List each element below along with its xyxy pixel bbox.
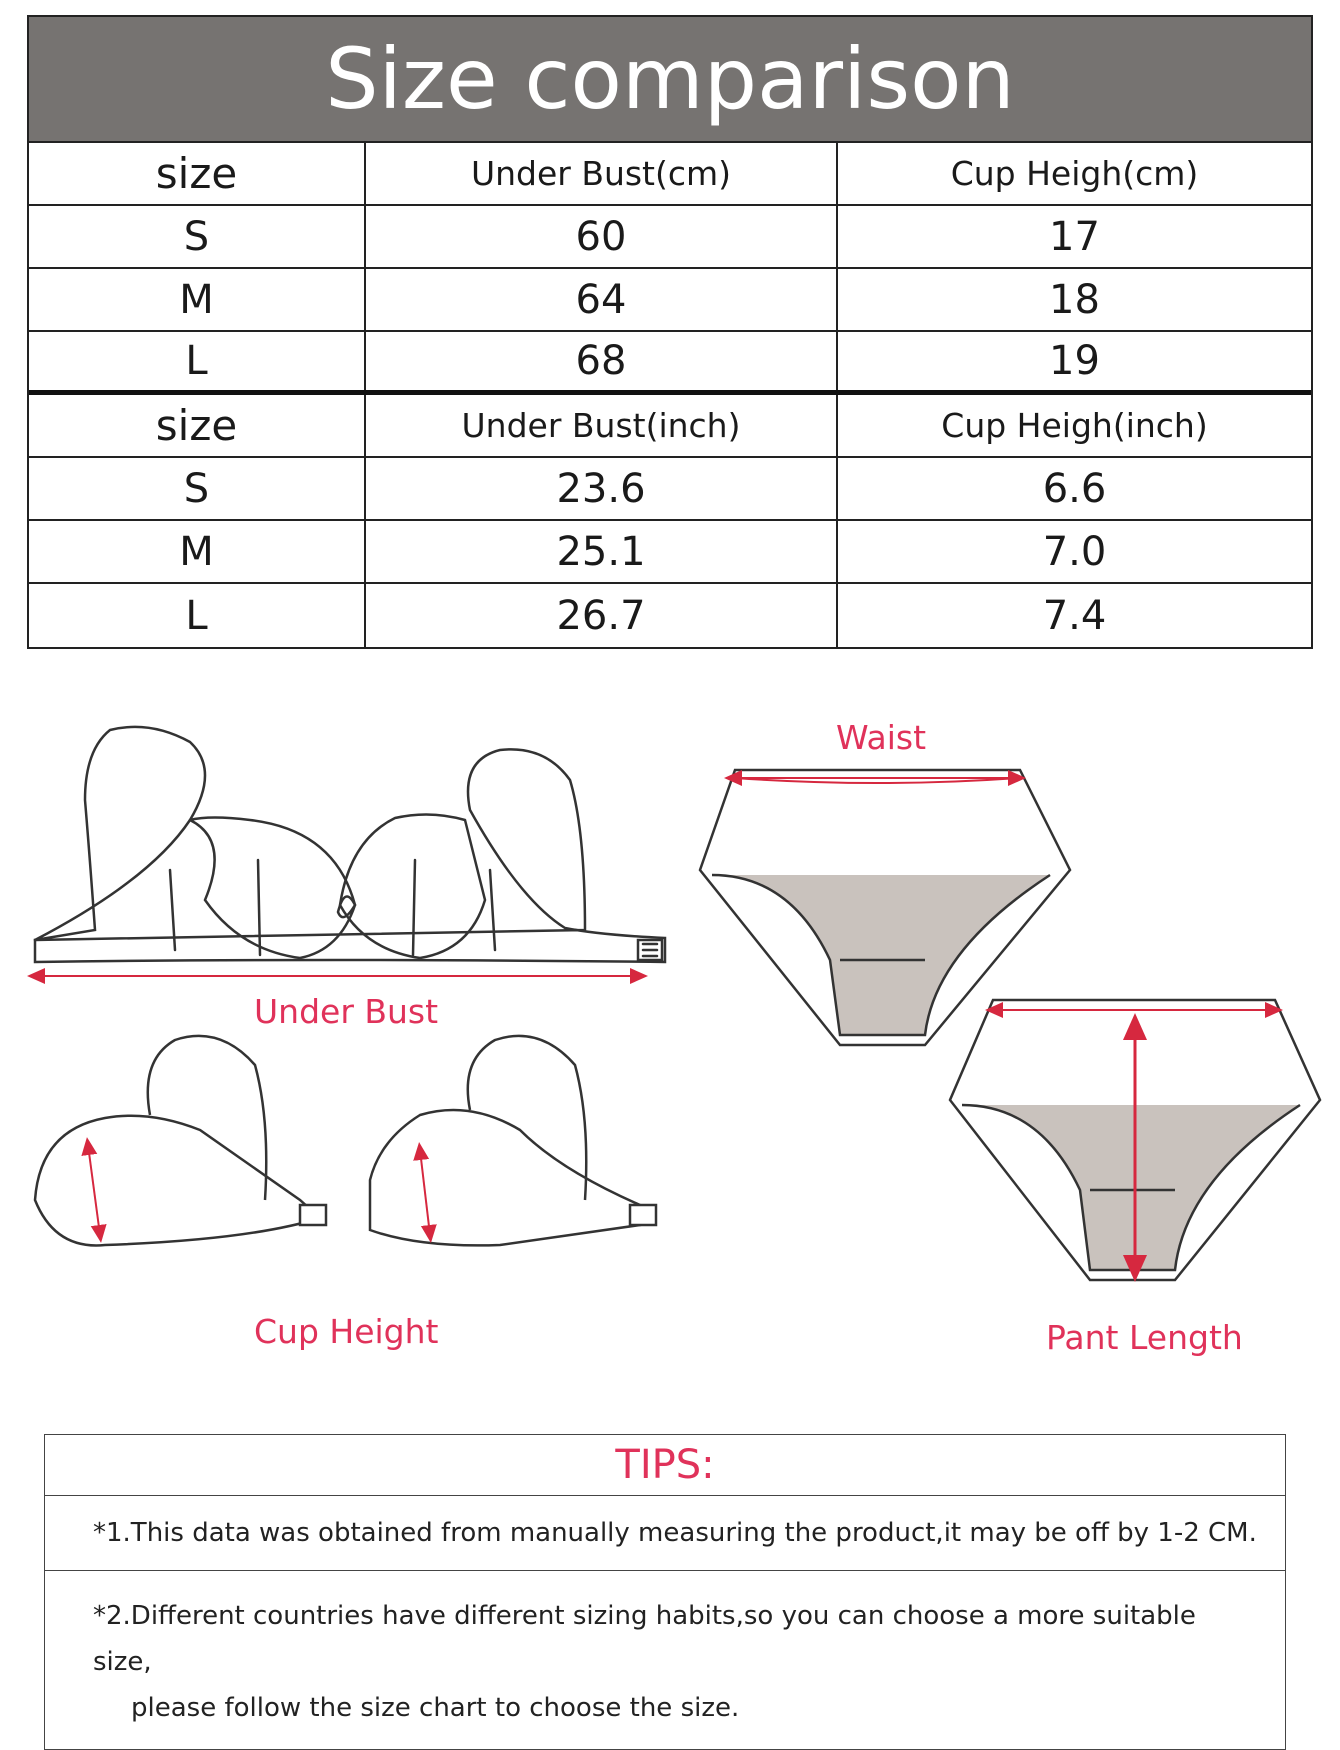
table-row — [29, 332, 1311, 395]
size-cell: L — [29, 584, 366, 647]
waist-label: Waist — [836, 718, 927, 757]
header-size: size — [29, 143, 366, 204]
under-bust-cell: 64 — [366, 269, 838, 330]
size-cell: M — [29, 269, 366, 330]
table-row — [29, 521, 1311, 584]
table-row — [29, 206, 1311, 269]
bra-side-illustration-right — [370, 1036, 656, 1246]
cup-height-cell: 7.0 — [1042, 528, 1107, 575]
under-bust-cell: 60 — [366, 206, 838, 267]
tips-title: TIPS: — [45, 1435, 1285, 1496]
bra-front-illustration — [35, 727, 665, 976]
header-size: size — [29, 395, 366, 456]
under-bust-cell: 23.6 — [366, 458, 838, 519]
tip-text: *1.This data was obtained from manually measuring the product,it may be off by 1-2 CM. — [93, 1518, 1257, 1548]
garment-illustrations — [0, 700, 1340, 1380]
table-row — [29, 458, 1311, 521]
under-bust-label: Under Bust — [254, 992, 439, 1031]
tip-text: *2.Different countries have different sizing habits,so you can choose a more suitable size, — [93, 1601, 1196, 1677]
tips-box — [44, 1434, 1286, 1750]
panties-illustration-length — [950, 1000, 1320, 1280]
size-cell: S — [29, 458, 366, 519]
size-cell: M — [29, 521, 366, 582]
table-header-row-cm — [29, 143, 1311, 206]
size-cell: S — [29, 206, 366, 267]
cup-height-label: Cup Height — [254, 1312, 439, 1351]
cup-height-cell: 17 — [1049, 213, 1100, 260]
header-under-bust-inch: Under Bust(inch) — [366, 395, 838, 456]
cup-height-cell: 19 — [1049, 338, 1100, 384]
table-row — [29, 584, 1311, 647]
table-row — [29, 269, 1311, 332]
tip-item-2 — [45, 1571, 1285, 1749]
tip-item-1 — [45, 1496, 1285, 1571]
under-bust-cell: 25.1 — [366, 521, 838, 582]
bra-side-illustration-left — [35, 1036, 326, 1246]
under-bust-cell: 68 — [366, 332, 838, 390]
under-bust-cell: 26.7 — [366, 584, 838, 647]
table-title: Size comparison — [29, 17, 1311, 143]
table-header-row-inch — [29, 395, 1311, 458]
cup-height-cell: 6.6 — [1042, 465, 1107, 512]
size-cell: L — [29, 332, 366, 390]
pant-length-label: Pant Length — [1046, 1318, 1243, 1357]
header-under-bust-cm: Under Bust(cm) — [366, 143, 838, 204]
cup-height-cell: 18 — [1049, 276, 1100, 323]
header-cup-height-inch: Cup Heigh(inch) — [941, 406, 1208, 445]
measurement-diagrams — [0, 700, 1340, 1380]
tip-text-continued: please follow the size chart to choose the size. — [131, 1693, 740, 1723]
header-cup-height-cm: Cup Heigh(cm) — [950, 154, 1199, 193]
cup-height-cell: 7.4 — [1042, 592, 1107, 639]
size-comparison-table — [27, 15, 1313, 649]
